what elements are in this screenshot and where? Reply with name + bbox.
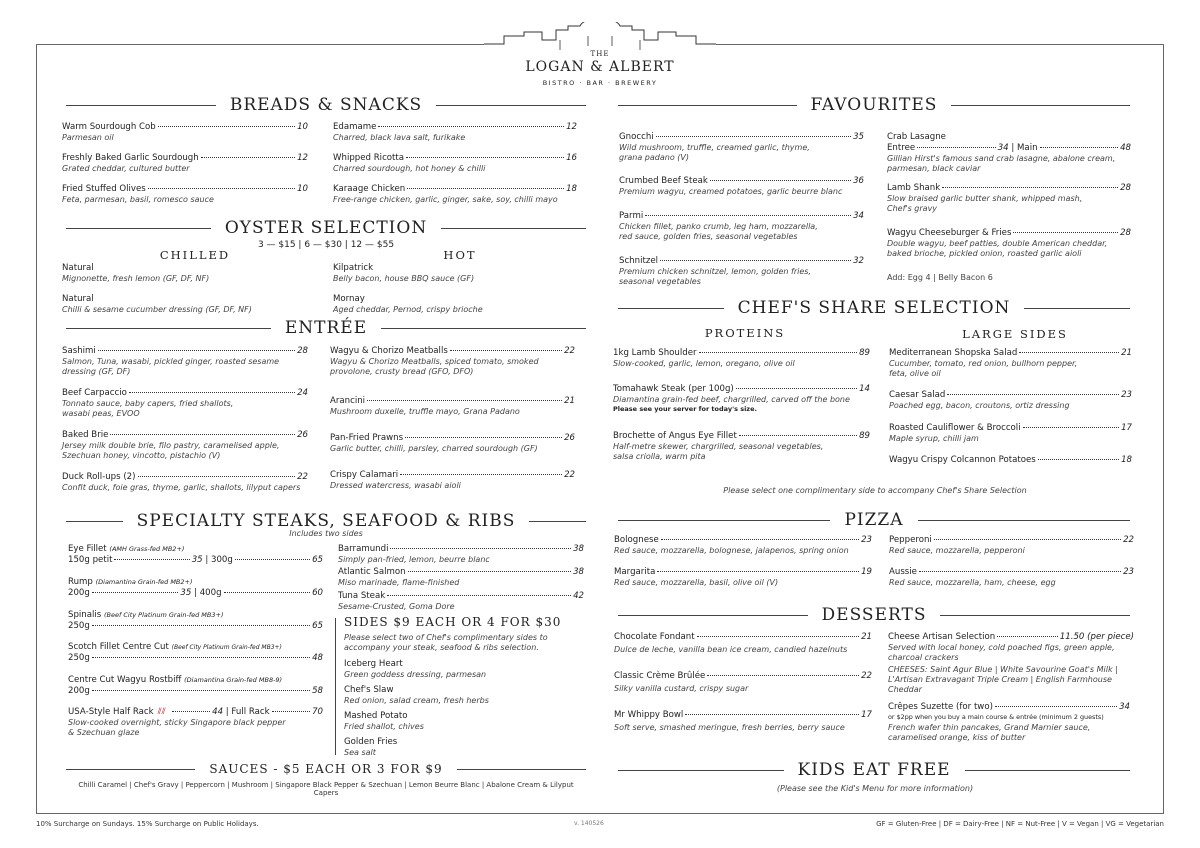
- section-pizza: PIZZA: [618, 510, 1130, 530]
- menu-item: Schnitzel 32 Premium chicken schnitzel, lemon, golden fries, seasonal vegetables: [619, 256, 864, 286]
- menu-item: Lamb Shank 28 Slow braised garlic butter shank, whipped mash, Chef's gravy: [887, 183, 1131, 213]
- menu-item: Baked Brie 26 Jersey milk double brie, filo pastry, caramelised apple, Szechuan honey, vincotto, pistachio (V): [62, 430, 308, 460]
- proteins-label: PROTEINS: [704, 326, 786, 340]
- large-sides-label: LARGE SIDES: [962, 327, 1068, 341]
- menu-item: Roasted Cauliflower & Broccoli 17 Maple syrup, chilli jam: [889, 423, 1132, 443]
- menu-item: Classic Crème Brûlée 22 Silky vanilla custard, crispy sugar: [614, 671, 872, 693]
- menu-item: Natural Chilli & sesame cucumber dressing (GF, DF, NF): [62, 294, 252, 314]
- steak-item: Centre Cut Wagyu Rostbiff (Diamantina Grain-fed MB8-9) 200g 58: [68, 675, 323, 696]
- side-item: Golden Fries Sea salt: [344, 737, 398, 757]
- menu-item: Cheese Artisan Selection 11.50 (per piece) Served with local honey, cold poached figs, green apple, charcoal crackers CHEESES: Saint Agur Blue | White Savourine Goat's Milk | L'Artisan Extravagant Triple Cream | English Farmhouse Cheddar: [888, 632, 1134, 694]
- menu-item: Mediterranean Shopska Salad 21 Cucumber, tomato, red onion, bullhorn pepper, feta, olive oil: [889, 348, 1132, 378]
- menu-item: Fried Stuffed Olives 10 Feta, parmesan, basil, romesco sauce: [62, 184, 308, 204]
- kids-note: (Please see the Kid's Menu for more information): [776, 784, 974, 793]
- section-chefs-share: CHEF'S SHARE SELECTION: [618, 298, 1130, 318]
- menu-item: Parmi 34 Chicken fillet, panko crumb, leg ham, mozzarella, red sauce, golden fries, seasonal vegetables: [619, 211, 864, 241]
- ribs-icon: ⫽⫽: [157, 707, 166, 717]
- sauces-list: Chilli Caramel | Chef's Gravy | Peppercorn | Mushroom | Singapore Black Pepper & Szechuan | Lemon Beurre Blanc | Abalone Cream & Lilyput Capers: [78, 781, 574, 797]
- menu-item: Gnocchi 35 Wild mushroom, truffle, creamed garlic, thyme, grana padano (V): [619, 132, 864, 162]
- menu-item: 1kg Lamb Shoulder 89 Slow-cooked, garlic, lemon, oregano, olive oil: [613, 348, 870, 368]
- menu-item: Pan-Fried Prawns 26 Garlic butter, chilli, parsley, charred sourdough (GF): [330, 433, 575, 453]
- menu-item: Barramundi 38 Simply pan-fried, lemon, beurre blanc: [338, 544, 584, 564]
- steak-item: Spinalis (Beef City Platinum Grain-fed MB3+) 250g 65: [68, 610, 323, 631]
- section-sauces: SAUCES - $5 EACH OR 3 FOR $9: [66, 762, 586, 776]
- menu-item: Crêpes Suzette (for two) 34 or $2pp when you buy a main course & entrée (minimum 2 guests) French wafer thin pancakes, Grand Marnier sauce, caramelised orange, kiss of butter: [888, 702, 1130, 742]
- steak-item: Rump (Diamantina Grain-fed MB2+) 200g 35 | 400g 60: [68, 577, 324, 598]
- sides-note: Please select two of Chef's complimentary sides to accompany your steak, seafood & ribs selection.: [344, 633, 548, 652]
- oyster-hot-label: HOT: [443, 248, 477, 262]
- menu-item: Wagyu Cheeseburger & Fries 28 Double wagyu, beef patties, double American cheddar, baked brioche, pickled onion, roasted garlic aioli: [887, 228, 1131, 258]
- section-desserts: DESSERTS: [618, 605, 1130, 625]
- menu-item: Karaage Chicken 18 Free-range chicken, garlic, ginger, sake, soy, chilli mayo: [333, 184, 577, 204]
- sides-divider: [335, 618, 336, 755]
- chefs-note: Please select one complimentary side to accompany Chef's Share Selection: [723, 486, 1027, 495]
- menu-item: Atlantic Salmon 38 Miso marinade, flame-finished: [338, 567, 584, 587]
- menu-item: Whipped Ricotta 16 Charred sourdough, hot honey & chilli: [333, 153, 577, 173]
- menu-item: Brochette of Angus Eye Fillet 89 Half-metre skewer, chargrilled, seasonal vegetables, salsa criolla, warm pita: [613, 431, 870, 461]
- tomahawk-note: Please see your server for today's size.: [613, 405, 757, 413]
- ribs-item: USA-Style Half Rack ⫽⫽ 44 | Full Rack 70 Slow-cooked overnight, sticky Singapore black pepper & Szechuan glaze: [68, 707, 323, 737]
- menu-item: Aussie 23 Red sauce, mozzarella, ham, cheese, egg: [889, 567, 1134, 587]
- section-entree: ENTRÉE: [66, 318, 586, 338]
- menu-item: Wagyu & Chorizo Meatballs 22 Wagyu & Chorizo Meatballs, spiced tomato, smoked provolone, crusty bread (GFO, DFO): [330, 346, 575, 376]
- menu-item: Tuna Steak 42 Sesame-Crusted, Goma Dore: [338, 591, 584, 611]
- side-item: Chef's Slaw Red onion, salad cream, fresh herbs: [344, 685, 489, 705]
- menu-item: Freshly Baked Garlic Sourdough 12 Grated cheddar, cultured butter: [62, 153, 308, 173]
- menu-item: Pepperoni 22 Red sauce, mozzarella, pepperoni: [889, 535, 1134, 555]
- menu-item: Beef Carpaccio 24 Tonnato sauce, baby capers, fried shallots, wasabi peas, EVOO: [62, 388, 308, 418]
- menu-item: Wagyu Crispy Colcannon Potatoes 18: [889, 455, 1132, 465]
- menu-item: Crumbed Beef Steak 36 Premium wagyu, creamed potatoes, garlic beurre blanc: [619, 176, 864, 196]
- menu-item: Sashimi 28 Salmon, Tuna, wasabi, pickled ginger, roasted sesame dressing (GF, DF): [62, 346, 308, 376]
- logo-subtitle: BISTRO · BAR · BREWERY: [542, 79, 658, 87]
- menu-item: Mornay Aged cheddar, Pernod, crispy brioche: [333, 294, 483, 314]
- menu-item: Kilpatrick Belly bacon, house BBQ sauce (GF): [333, 263, 475, 283]
- menu-item: Duck Roll-ups (2) 22 Confit duck, foie gras, thyme, garlic, shallots, lilyput capers: [62, 472, 308, 492]
- menu-item: Crispy Calamari 22 Dressed watercress, wasabi aioli: [330, 470, 575, 490]
- side-item: Iceberg Heart Green goddess dressing, parmesan: [344, 659, 487, 679]
- section-steaks: SPECIALTY STEAKS, SEAFOOD & RIBS: [66, 511, 586, 531]
- oyster-chilled-label: CHILLED: [159, 248, 231, 262]
- section-breads: BREADS & SNACKS: [66, 95, 586, 115]
- steak-item: Eye Fillet (AMH Grass-fed MB2+) 150g petit 35 | 300g 65: [68, 544, 323, 565]
- logo: [484, 22, 716, 94]
- menu-item: Margarita 19 Red sauce, mozzarella, basil, olive oil (V): [614, 567, 872, 587]
- menu-item: Natural Mignonette, fresh lemon (GF, DF, NF): [62, 263, 210, 283]
- menu-item: Crab Lasagne Entree 34 | Main 48 Gillian Hirst's famous sand crab lasagne, abalone cream, parmesan, black caviar: [887, 132, 1132, 173]
- section-favourites: FAVOURITES: [618, 95, 1130, 115]
- sides-title: SIDES $9 EACH OR 4 FOR $30: [344, 615, 562, 629]
- menu-item: Edamame 12 Charred, black lava salt, furikake: [333, 122, 577, 142]
- section-kids: KIDS EAT FREE: [618, 760, 1130, 780]
- menu-item: Bolognese 23 Red sauce, mozzarella, bolognese, jalapenos, spring onion: [614, 535, 872, 555]
- menu-item: Warm Sourdough Cob 10 Parmesan oil: [62, 122, 308, 142]
- oyster-prices: 3 — $15 | 6 — $30 | 12 — $55: [257, 240, 395, 250]
- menu-item: Arancini 21 Mushroom duxelle, truffle mayo, Grana Padano: [330, 396, 575, 416]
- side-item: Mashed Potato Fried shallot, chives: [344, 711, 424, 731]
- footer-version: v. 140526: [574, 820, 604, 827]
- logo-the: THE: [590, 50, 610, 58]
- steak-item: Scotch Fillet Centre Cut (Beef City Platinum Grain-fed MB3+) 250g 48: [68, 642, 323, 663]
- menu-item: Tomahawk Steak (per 100g) 14 Diamantina grain-fed beef, chargrilled, carved off the bone Please see your server for today's size.: [613, 384, 870, 413]
- section-oyster: OYSTER SELECTION: [66, 218, 586, 238]
- menu-item: Mr Whippy Bowl 17 Soft serve, smashed meringue, fresh berries, berry sauce: [614, 710, 872, 732]
- footer-surcharge: 10% Surcharge on Sundays. 15% Surcharge on Public Holidays.: [36, 820, 259, 828]
- logo-name: LOGAN & ALBERT: [525, 59, 675, 75]
- menu-item: Caesar Salad 23 Poached egg, bacon, croutons, ortiz dressing: [889, 390, 1132, 410]
- favourites-add: Add: Egg 4 | Belly Bacon 6: [887, 273, 993, 282]
- steaks-note: Includes two sides: [289, 529, 363, 538]
- menu-item: Chocolate Fondant 21 Dulce de leche, vanilla bean ice cream, candied hazelnuts: [614, 632, 872, 654]
- footer-legend: GF = Gluten-Free | DF = Dairy-Free | NF = Nut-Free | V = Vegan | VG = Vegetarian: [876, 820, 1164, 828]
